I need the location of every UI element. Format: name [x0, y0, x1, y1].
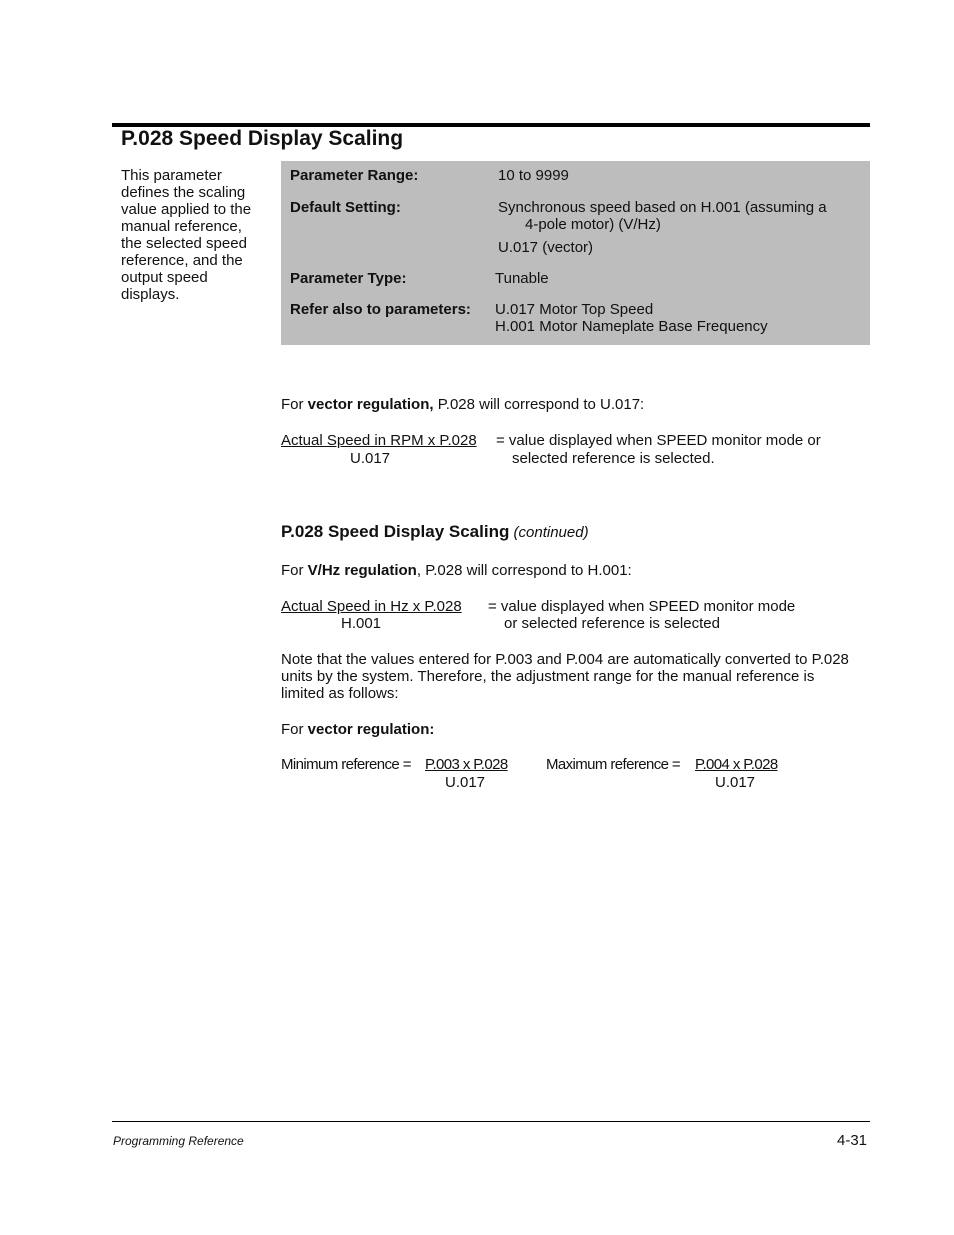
page-number: 4-31 — [837, 1132, 868, 1149]
sidebar-line: defines the scaling — [121, 184, 246, 201]
min-reference-label: Minimum reference = — [281, 756, 411, 773]
vhz-formula-denominator: H.001 — [341, 615, 382, 632]
note-line: limited as follows: — [281, 685, 399, 702]
vhz-formula-result: = value displayed when SPEED monitor mode — [488, 598, 796, 615]
intro-prefix: For — [281, 562, 304, 579]
vhz-intro — [281, 562, 632, 579]
vector-intro — [281, 396, 644, 413]
intro-prefix: For — [281, 721, 304, 738]
parameter-type-label: Parameter Type: — [290, 270, 407, 287]
note-line: Note that the values entered for P.003 and P.004 are automatically converted to P.028 — [281, 651, 849, 668]
sidebar-line: This parameter — [121, 167, 222, 184]
footer-section: Programming Reference — [113, 1134, 244, 1148]
continued-note: (continued) — [513, 524, 589, 541]
default-setting-value: Synchronous speed based on H.001 (assuming a — [498, 199, 827, 216]
page-title: P.028 Speed Display Scaling — [121, 127, 404, 150]
vector-formula-denominator: U.017 — [350, 450, 391, 467]
intro-bold: vector regulation, — [307, 396, 434, 413]
vhz-formula-result: or selected reference is selected — [504, 615, 720, 632]
vhz-formula-numerator: Actual Speed in Hz x P.028 — [281, 598, 462, 615]
intro-bold: V/Hz regulation — [307, 562, 417, 579]
max-reference-label: Maximum reference = — [546, 756, 681, 773]
vector-formula-result: selected reference is selected. — [512, 450, 715, 467]
sidebar-line: output speed — [121, 269, 208, 286]
default-setting-label: Default Setting: — [290, 199, 401, 216]
sidebar-line: displays. — [121, 286, 180, 303]
vector-formula-result: = value displayed when SPEED monitor mode or — [496, 432, 821, 449]
default-setting-value: U.017 (vector) — [498, 239, 594, 256]
refer-also-value: H.001 Motor Nameplate Base Frequency — [495, 318, 768, 335]
continued-heading — [281, 522, 589, 542]
sidebar-line: manual reference, — [121, 218, 242, 235]
min-reference-numerator: P.003 x P.028 — [425, 756, 508, 773]
intro-suffix: , P.028 will correspond to H.001: — [416, 562, 632, 579]
default-setting-value: 4-pole motor) (V/Hz) — [525, 216, 661, 233]
refer-also-label: Refer also to parameters: — [290, 301, 471, 318]
intro-prefix: For — [281, 396, 304, 413]
section-heading: P.028 Speed Display Scaling — [281, 522, 510, 541]
parameter-type-value: Tunable — [495, 270, 549, 287]
note-line: units by the system. Therefore, the adjustment range for the manual reference is — [281, 668, 815, 685]
refer-also-value: U.017 Motor Top Speed — [495, 301, 654, 318]
sidebar-line: the selected speed — [121, 235, 247, 252]
vector-formula-numerator: Actual Speed in RPM x P.028 — [281, 432, 477, 449]
sidebar-description — [121, 167, 271, 303]
parameter-range-value: 10 to 9999 — [498, 167, 569, 184]
sidebar-line: value applied to the — [121, 201, 252, 218]
intro-suffix: P.028 will correspond to U.017: — [437, 396, 645, 413]
max-reference-numerator: P.004 x P.028 — [695, 756, 778, 773]
min-reference-denominator: U.017 — [445, 774, 486, 791]
max-reference-denominator: U.017 — [715, 774, 756, 791]
footer-rule — [112, 1121, 870, 1122]
sidebar-line: reference, and the — [121, 252, 243, 269]
parameter-range-label: Parameter Range: — [290, 167, 419, 184]
intro-bold: vector regulation: — [307, 721, 435, 738]
limits-intro — [281, 721, 434, 738]
